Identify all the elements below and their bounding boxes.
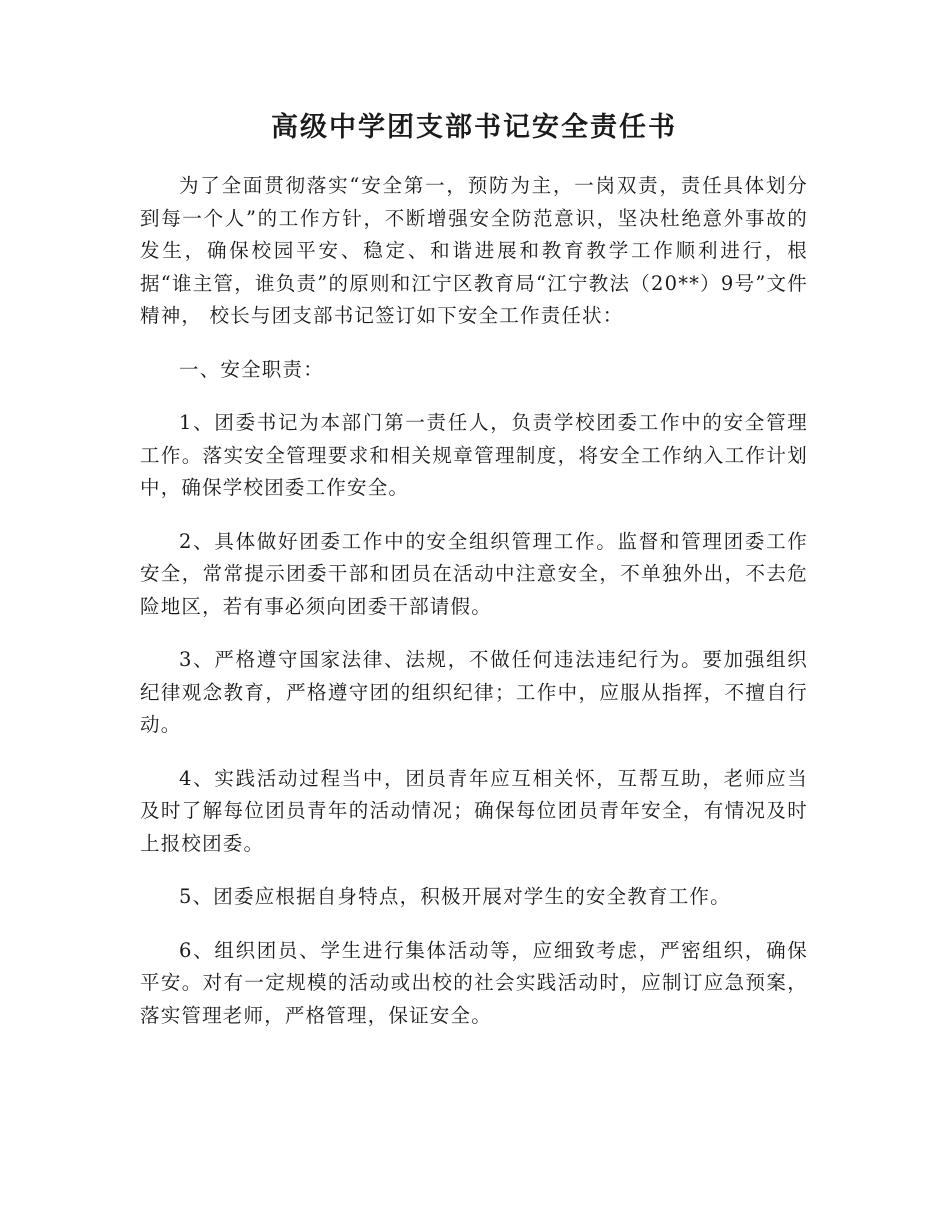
duty-item-6: 6、组织团员、学生进行集体活动等，应细致考虑，严密组织，确保平安。对有一定规模的活动或出校的社会实践活动时，应制订应急预案，落实管理老师，严格管理，保证安全。 [140,938,808,1027]
section-heading-safety-duties: 一、安全职责： [179,357,324,381]
duty-item-5: 5、团委应根据自身特点，积极开展对学生的安全教育工作。 [179,885,731,908]
duty-item-4: 4、实践活动过程当中，团员青年应互相关怀，互帮互助，老师应当及时了解每位团员青年的活动情况；确保每位团员青年安全，有情况及时上报校团委。 [140,766,808,855]
duty-item-1: 1、团委书记为本部门第一责任人，负责学校团委工作中的安全管理工作。落实安全管理要求和相关规章管理制度，将安全工作纳入工作计划中，确保学校团委工作安全。 [140,411,808,499]
document-page [140,108,808,1051]
intro-paragraph: 为了全面贯彻落实“安全第一，预防为主，一岗双责，责任具体划分到每一个人”的工作方针，不断增强安全防范意识，坚决杜绝意外事故的发生，确保校园平安、稳定、和谐进展和教育教学工作顺利进行，根据“谁主管，谁负责”的原则和江宁区教育局“江宁教法（20**）9号”文件精神， 校长与团支部书记签订如下安全工作责任状： [140,174,808,327]
document-title: 高级中学团支部书记安全责任书 [271,112,677,143]
duty-item-3: 3、严格遵守国家法律、法规，不做任何违法违纪行为。要加强组织纪律观念教育，严格遵守团的组织纪律；工作中，应服从指挥，不擅自行动。 [140,648,808,736]
duty-item-2: 2、具体做好团委工作中的安全组织管理工作。监督和管理团委工作安全，常常提示团委干部和团员在活动中注意安全，不单独外出，不去危险地区，若有事必须向团委干部请假。 [140,529,808,618]
